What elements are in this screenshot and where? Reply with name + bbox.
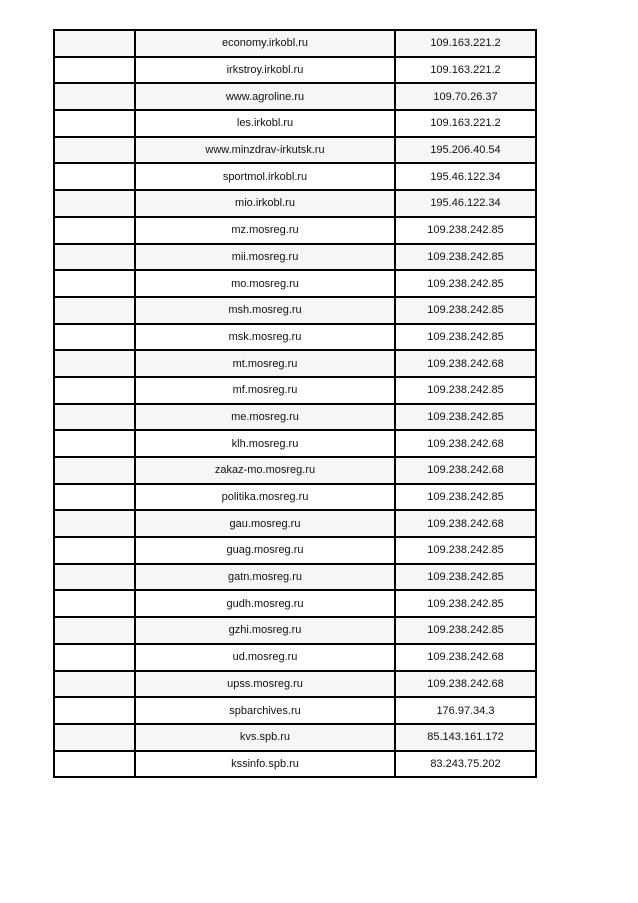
num-cell — [54, 697, 135, 724]
table-row — [54, 404, 536, 431]
domain-cell: mii.mosreg.ru — [135, 244, 395, 271]
num-cell — [54, 297, 135, 324]
table-row — [54, 217, 536, 244]
ip-cell: 195.206.40.54 — [395, 137, 536, 164]
table-row — [54, 57, 536, 84]
ip-cell: 109.163.221.2 — [395, 57, 536, 84]
ip-cell: 176.97.34.3 — [395, 697, 536, 724]
num-cell — [54, 83, 135, 110]
table-row — [54, 724, 536, 751]
ip-cell: 109.163.221.2 — [395, 30, 536, 57]
domain-cell: irkstroy.irkobl.ru — [135, 57, 395, 84]
domain-cell: politika.mosreg.ru — [135, 484, 395, 511]
num-cell — [54, 244, 135, 271]
num-cell — [54, 163, 135, 190]
num-cell — [54, 724, 135, 751]
domain-cell: www.agroline.ru — [135, 83, 395, 110]
table-row — [54, 510, 536, 537]
table-row — [54, 617, 536, 644]
domain-ip-table-viewport — [53, 37, 535, 832]
num-cell — [54, 404, 135, 431]
num-cell — [54, 510, 135, 537]
num-cell — [54, 564, 135, 591]
table-row — [54, 751, 536, 778]
ip-cell: 109.238.242.68 — [395, 644, 536, 671]
ip-cell: 109.238.242.68 — [395, 671, 536, 698]
table-row — [54, 430, 536, 457]
domain-cell: economy.irkobl.ru — [135, 30, 395, 57]
domain-cell: guag.mosreg.ru — [135, 537, 395, 564]
ip-cell: 109.238.242.85 — [395, 297, 536, 324]
num-cell — [54, 537, 135, 564]
ip-cell: 109.238.242.68 — [395, 430, 536, 457]
table-row — [54, 30, 536, 57]
table-row — [54, 697, 536, 724]
domain-cell: upss.mosreg.ru — [135, 671, 395, 698]
num-cell — [54, 751, 135, 778]
num-cell — [54, 190, 135, 217]
domain-cell: zakaz-mo.mosreg.ru — [135, 457, 395, 484]
ip-cell: 109.238.242.85 — [395, 324, 536, 351]
ip-cell: 109.238.242.85 — [395, 590, 536, 617]
domain-cell: gzhi.mosreg.ru — [135, 617, 395, 644]
num-cell — [54, 110, 135, 137]
table-row — [54, 83, 536, 110]
domain-cell: me.mosreg.ru — [135, 404, 395, 431]
table-row — [54, 457, 536, 484]
ip-cell: 195.46.122.34 — [395, 163, 536, 190]
domain-cell: mz.mosreg.ru — [135, 217, 395, 244]
domain-cell: sportmol.irkobl.ru — [135, 163, 395, 190]
ip-cell: 109.163.221.2 — [395, 110, 536, 137]
domain-cell: msk.mosreg.ru — [135, 324, 395, 351]
domain-cell: www.minzdrav-irkutsk.ru — [135, 137, 395, 164]
ip-cell: 109.238.242.85 — [395, 617, 536, 644]
ip-cell: 195.46.122.34 — [395, 190, 536, 217]
table-row — [54, 163, 536, 190]
domain-cell: gatn.mosreg.ru — [135, 564, 395, 591]
domain-cell: gudh.mosreg.ru — [135, 590, 395, 617]
ip-cell: 109.238.242.85 — [395, 404, 536, 431]
domain-cell: klh.mosreg.ru — [135, 430, 395, 457]
domain-cell: mio.irkobl.ru — [135, 190, 395, 217]
ip-cell: 109.238.242.85 — [395, 537, 536, 564]
domain-cell: mt.mosreg.ru — [135, 350, 395, 377]
num-cell — [54, 30, 135, 57]
domain-cell: kvs.spb.ru — [135, 724, 395, 751]
num-cell — [54, 137, 135, 164]
domain-cell: gau.mosreg.ru — [135, 510, 395, 537]
ip-cell: 109.70.26.37 — [395, 83, 536, 110]
domain-cell: mo.mosreg.ru — [135, 270, 395, 297]
ip-cell: 109.238.242.85 — [395, 377, 536, 404]
num-cell — [54, 590, 135, 617]
table-row — [54, 484, 536, 511]
table-row — [54, 377, 536, 404]
domain-cell: les.irkobl.ru — [135, 110, 395, 137]
domain-cell: ud.mosreg.ru — [135, 644, 395, 671]
table-row — [54, 564, 536, 591]
table-row — [54, 644, 536, 671]
ip-cell: 109.238.242.68 — [395, 510, 536, 537]
num-cell — [54, 217, 135, 244]
ip-cell: 109.238.242.85 — [395, 217, 536, 244]
table-row — [54, 671, 536, 698]
num-cell — [54, 644, 135, 671]
ip-cell: 109.238.242.68 — [395, 457, 536, 484]
ip-cell: 109.238.242.85 — [395, 270, 536, 297]
num-cell — [54, 270, 135, 297]
ip-cell: 109.238.242.85 — [395, 244, 536, 271]
num-cell — [54, 617, 135, 644]
num-cell — [54, 671, 135, 698]
table-row — [54, 270, 536, 297]
table-row — [54, 297, 536, 324]
table-row — [54, 190, 536, 217]
domain-cell: kssinfo.spb.ru — [135, 751, 395, 778]
domain-ip-table — [53, 29, 537, 778]
domain-cell: msh.mosreg.ru — [135, 297, 395, 324]
ip-cell: 109.238.242.85 — [395, 564, 536, 591]
num-cell — [54, 430, 135, 457]
table-row — [54, 110, 536, 137]
table-body — [54, 30, 536, 777]
num-cell — [54, 457, 135, 484]
domain-cell: mf.mosreg.ru — [135, 377, 395, 404]
table-row — [54, 244, 536, 271]
num-cell — [54, 377, 135, 404]
ip-cell: 109.238.242.68 — [395, 350, 536, 377]
ip-cell: 83.243.75.202 — [395, 751, 536, 778]
domain-cell: spbarchives.ru — [135, 697, 395, 724]
ip-cell: 85.143.161.172 — [395, 724, 536, 751]
table-row — [54, 324, 536, 351]
table-row — [54, 350, 536, 377]
num-cell — [54, 350, 135, 377]
num-cell — [54, 57, 135, 84]
num-cell — [54, 324, 135, 351]
table-row — [54, 590, 536, 617]
table-row — [54, 137, 536, 164]
num-cell — [54, 484, 135, 511]
table-row — [54, 537, 536, 564]
ip-cell: 109.238.242.85 — [395, 484, 536, 511]
